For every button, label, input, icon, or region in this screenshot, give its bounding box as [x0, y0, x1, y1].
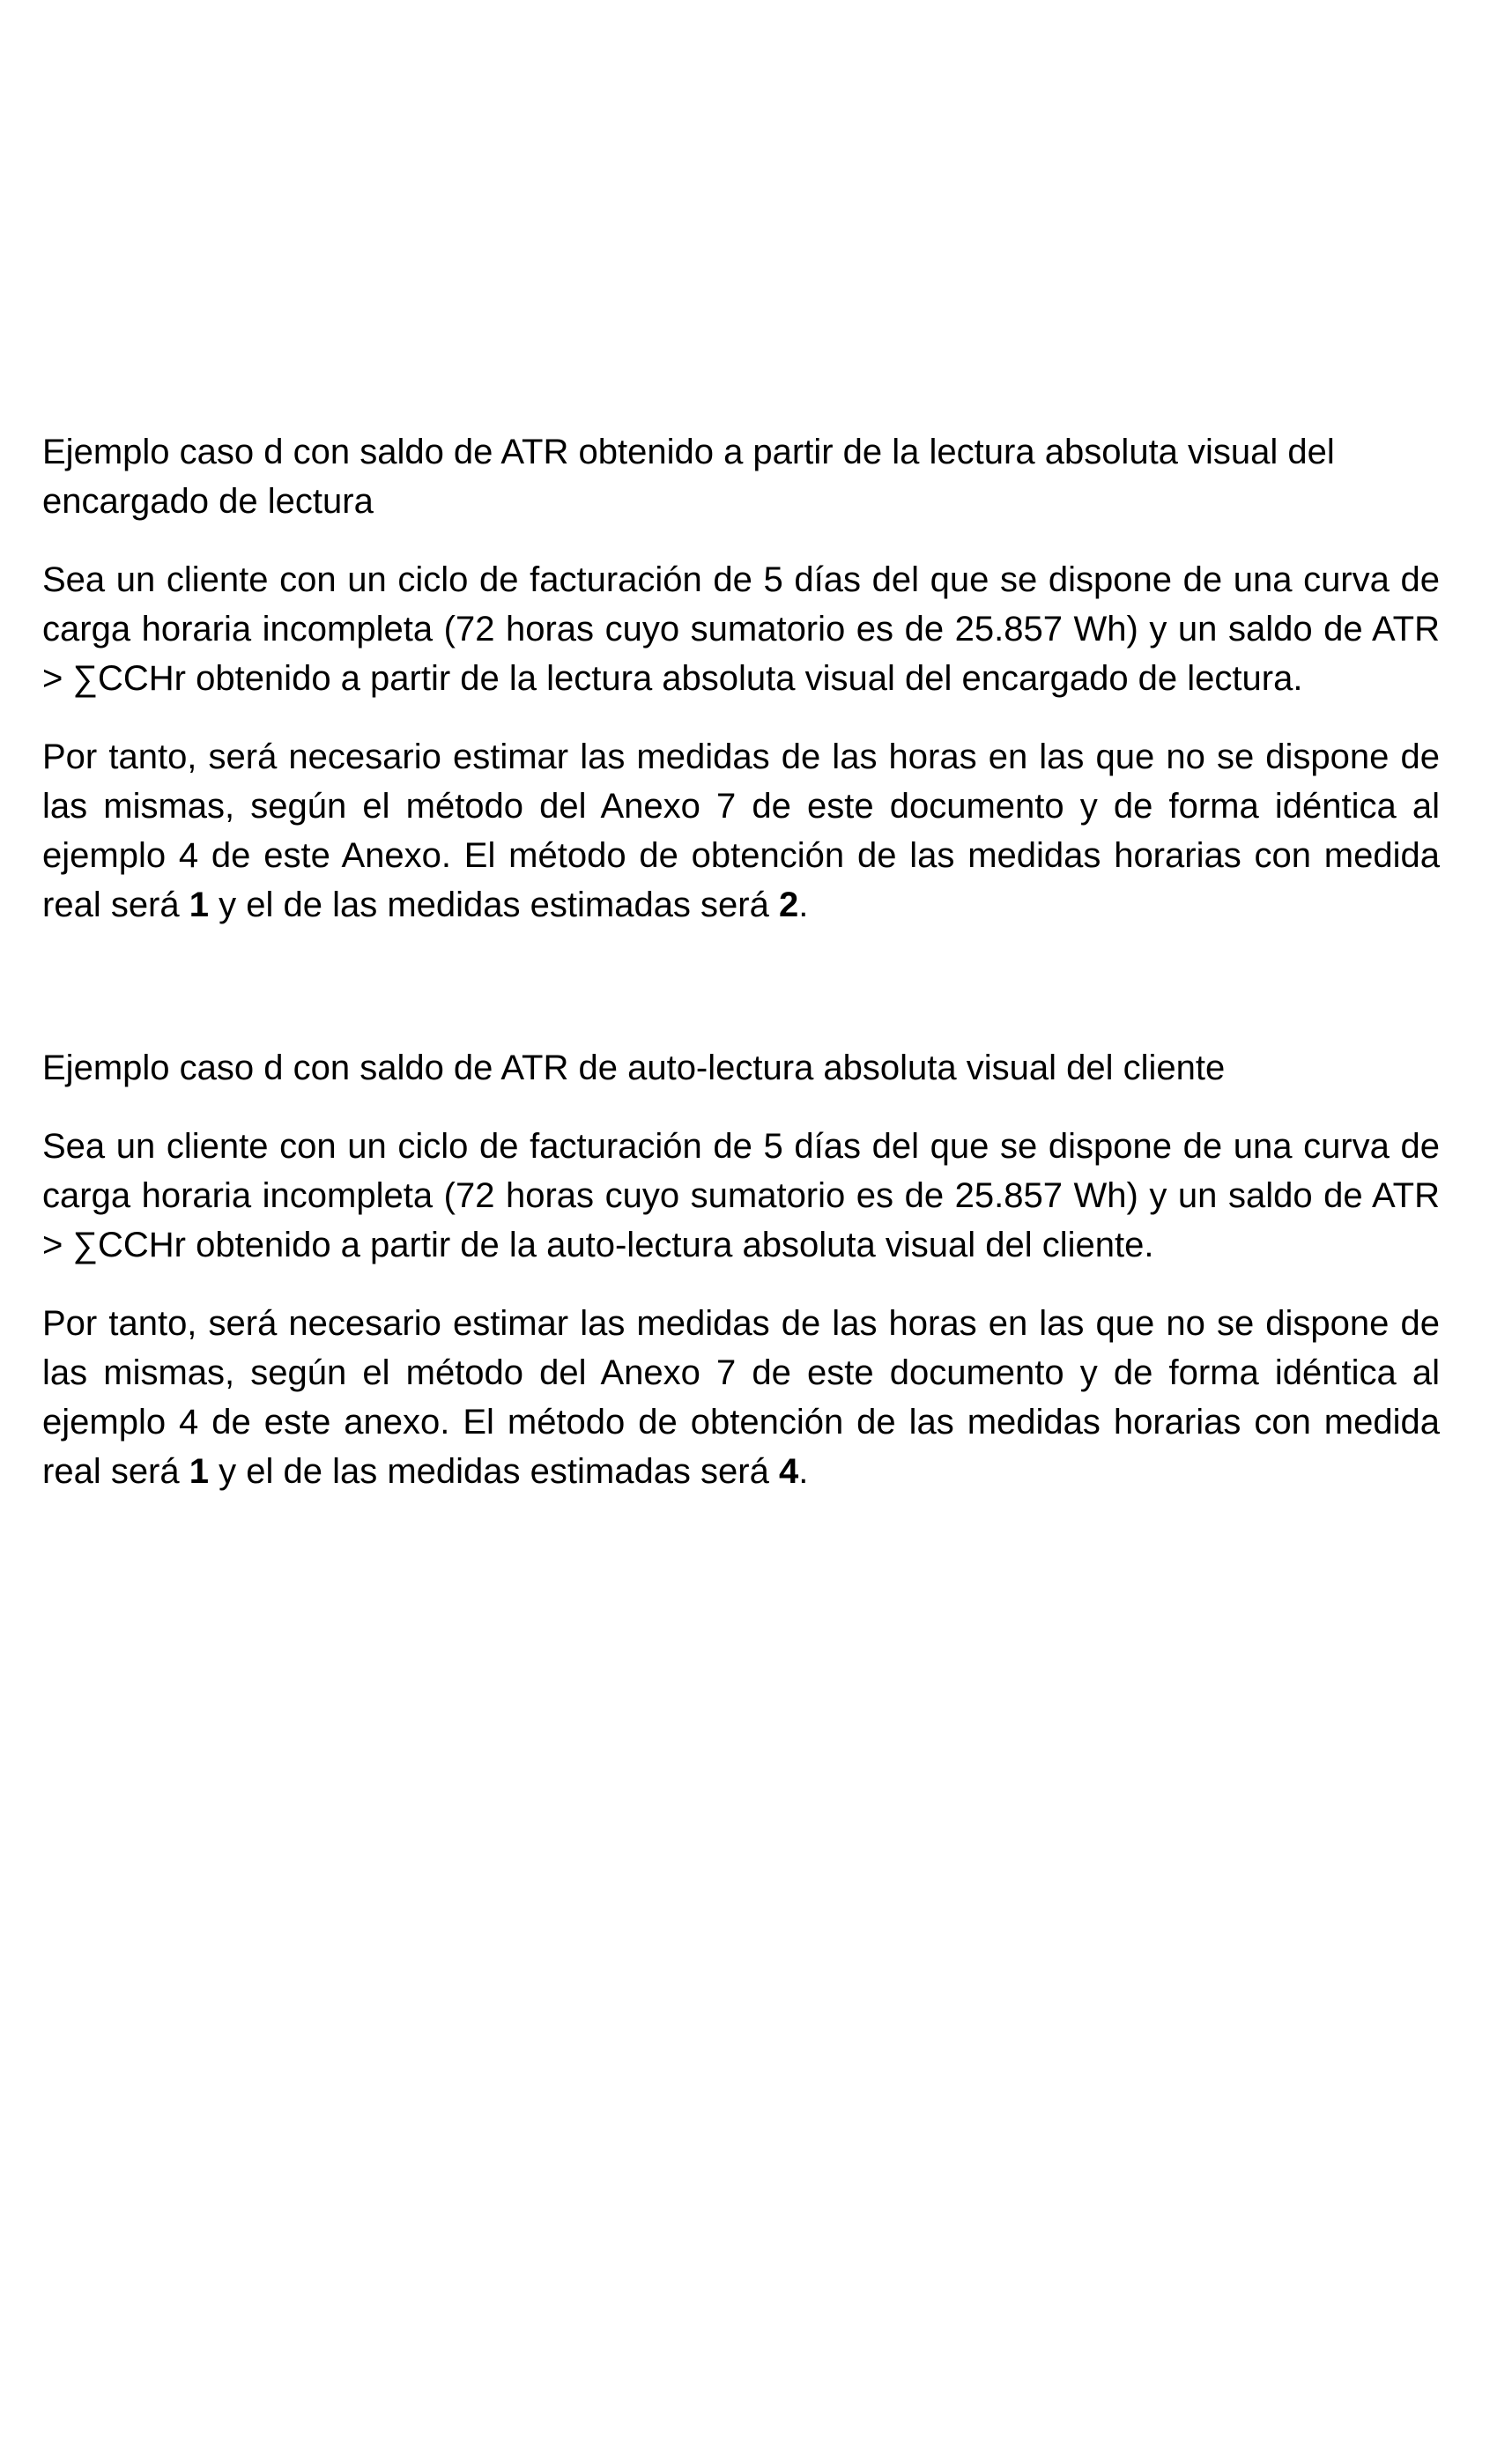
method-text-end: .: [798, 1452, 809, 1491]
real-measure-code: 1: [189, 886, 209, 924]
document-page: [42, 427, 1440, 1496]
section-example-reader-reading: [42, 427, 1440, 930]
method-text-mid: y el de las medidas estimadas será: [209, 1452, 779, 1491]
section-heading: Ejemplo caso d con saldo de ATR obtenido a partir de la lectura absoluta visual del encargado de lectura: [42, 433, 1335, 521]
paragraph-scenario: Sea un cliente con un ciclo de facturación de 5 días del que se dispone de una curva de carga horaria incompleta (72 horas cuyo sumatorio es de 25.857 Wh) y un saldo de ATR > ∑CCHr obtenido a partir de la lectura absoluta visual del encargado de lectura.: [42, 560, 1440, 698]
section-heading: Ejemplo caso d con saldo de ATR de auto-lectura absoluta visual del cliente: [42, 1049, 1226, 1087]
estimated-measure-code: 2: [778, 886, 799, 924]
paragraph-method: [42, 1299, 1440, 1496]
method-text: Por tanto, será necesario estimar las medidas de las horas en las que no se dispone de las mismas, según el método del Anexo 7 de este documento y de forma idéntica al ejemplo 4 de este anexo. El método de obtención de las medidas horarias con medida real será: [42, 1304, 1440, 1491]
method-text-mid: y el de las medidas estimadas será: [209, 886, 779, 924]
paragraph-method: [42, 732, 1440, 930]
real-measure-code: 1: [189, 1452, 209, 1491]
method-text-end: .: [798, 886, 809, 924]
estimated-measure-code: 4: [778, 1452, 799, 1491]
paragraph-scenario: Sea un cliente con un ciclo de facturación de 5 días del que se dispone de una curva de carga horaria incompleta (72 horas cuyo sumatorio es de 25.857 Wh) y un saldo de ATR > ∑CCHr obtenido a partir de la auto-lectura absoluta visual del cliente.: [42, 1127, 1440, 1264]
method-text: Por tanto, será necesario estimar las medidas de las horas en las que no se dispone de las mismas, según el método del Anexo 7 de este documento y de forma idéntica al ejemplo 4 de este Anexo. El método de obtención de las medidas horarias con medida real será: [42, 738, 1440, 924]
section-example-self-reading: [42, 1043, 1440, 1496]
